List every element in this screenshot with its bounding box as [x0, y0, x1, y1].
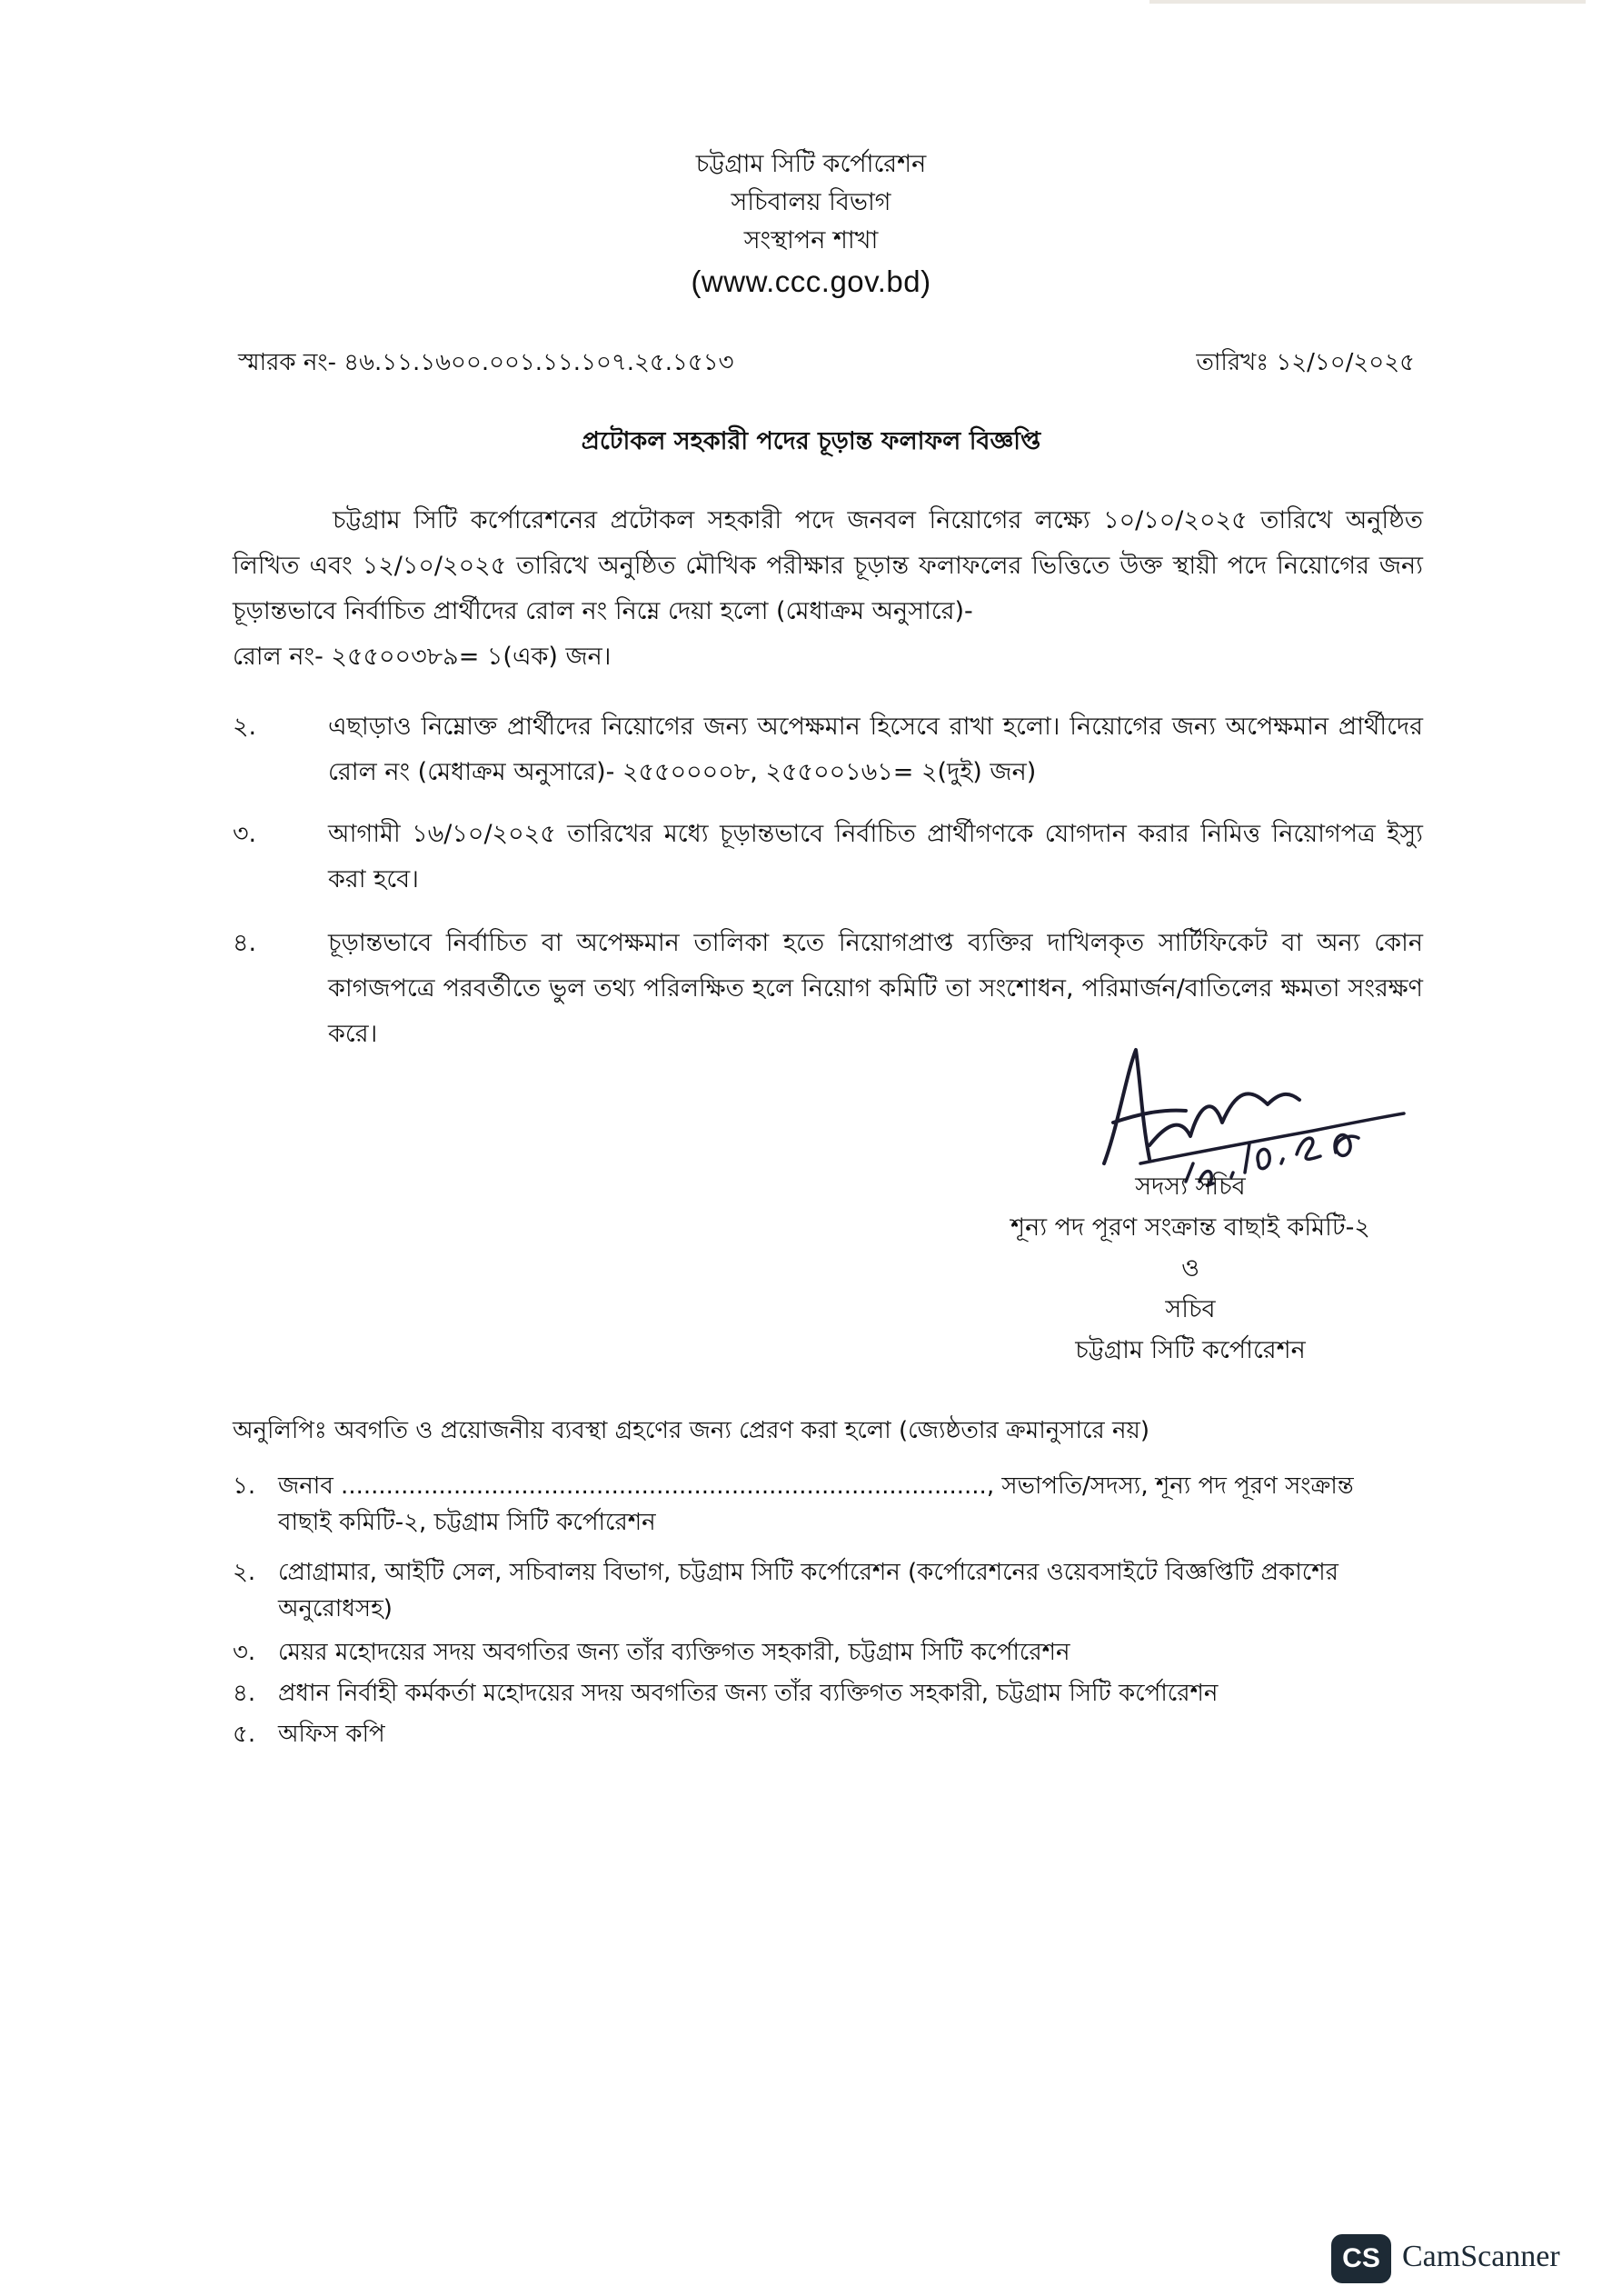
copy-to-heading: অনুলিপিঃ অবগতি ও প্রয়োজনীয় ব্যবস্থা গ্রহণের জন্য প্রেরণ করা হলো (জ্যেষ্ঠতার ক্রমানুসারে নয়) — [233, 1417, 1149, 1444]
camscanner-watermark — [1331, 2234, 1608, 2283]
selected-roll-line: রোল নং- ২৫৫০০৩৮৯= ১(এক) জন। — [233, 643, 612, 671]
notice-subject: প্রটোকল সহকারী পদের চূড়ান্ত ফলাফল বিজ্ঞপ্তি — [581, 427, 1041, 455]
item-text: আগামী ১৬/১০/২০২৫ তারিখের মধ্যে চূড়ান্তভাবে নির্বাচিত প্রার্থীগণকে যোগদান করার নিমিত্ত নিয়োগপত্র ইস্যু করা হবে। — [328, 820, 1423, 893]
copy-to-text: জনাব ......................................................................................, সভাপতি/সদস্য, শূন্য পদ পূরণ সংক্রান্ত বাছাই কমিটি-২, চট্টগ্রাম সিটি কর্পোরেশন — [278, 1472, 1354, 1536]
item-number: ৩. — [233, 820, 257, 848]
branch-name: সংস্থাপন শাখা — [743, 226, 879, 255]
department-name: সচিবালয় বিভাগ — [731, 188, 891, 216]
signatory-title-1: সদস্য সচিব — [1135, 1173, 1246, 1201]
paragraph-1: চট্টগ্রাম সিটি কর্পোরেশনের প্রটোকল সহকারী পদে জনবল নিয়োগের লক্ষ্যে ১০/১০/২০২৫ তারিখে অনুষ্ঠিত লিখিত এবং ১২/১০/২০২৫ তারিখে অনুষ্ঠিত মৌখিক পরীক্ষার চূড়ান্ত ফলাফলের ভিত্তিতে উক্ত স্থায়ী পদে নিয়োগের জন্য চূড়ান্তভাবে নির্বাচিত প্রার্থীদের রোল নং নিম্নে দেয়া হলো (মেধাক্রম অনুসারে)- — [233, 506, 1423, 625]
signature-block — [954, 1166, 1427, 1371]
main-paragraph — [233, 498, 1423, 680]
signatory-title-2: শূন্য পদ পূরণ সংক্রান্ত বাছাই কমিটি-২ — [1010, 1213, 1370, 1242]
copy-to-text: প্রোগ্রামার, আইটি সেল, সচিবালয় বিভাগ, চট্টগ্রাম সিটি কর্পোরেশন (কর্পোরেশনের ওয়েবসাইটে বিজ্ঞপ্তিটি প্রকাশের অনুরোধসহ) — [278, 1559, 1338, 1622]
signatory-title-4: চট্টগ্রাম সিটি কর্পোরেশন — [1075, 1336, 1306, 1364]
camscanner-name: CamScanner — [1402, 2240, 1560, 2273]
item-text: চূড়ান্তভাবে নির্বাচিত বা অপেক্ষমান তালিকা হতে নিয়োগপ্রাপ্ত ব্যক্তির দাখিলকৃত সার্টিফিকেট বা অন্য কোন কাগজপত্রে পরবর্তীতে ভুল তথ্য পরিলক্ষিত হলে নিয়োগ কমিটি তা সংশোধন, পরিমার্জন/বাতিলের ক্ষমতা সংরক্ষণ করে। — [328, 929, 1423, 1048]
copy-to-number: ৫. — [233, 1721, 256, 1748]
memo-number: স্মারক নং- ৪৬.১১.১৬০০.০০১.১১.১০৭.২৫.১৫১৩ — [238, 349, 734, 376]
issue-date: তারিখঃ ১২/১০/২০২৫ — [1196, 349, 1415, 376]
copy-to-text: মেয়র মহোদয়ের সদয় অবগতির জন্য তাঁর ব্যক্তিগত সহকারী, চট্টগ্রাম সিটি কর্পোরেশন — [278, 1639, 1070, 1666]
signatory-conjunction: ও — [1181, 1254, 1199, 1283]
org-name: চট্টগ্রাম সিটি কর্পোরেশন — [695, 150, 927, 178]
website: (www.ccc.gov.bd) — [691, 265, 931, 298]
copy-to-text: প্রধান নির্বাহী কর্মকর্তা মহোদয়ের সদয় অবগতির জন্য তাঁর ব্যক্তিগত সহকারী, চট্টগ্রাম সিটি কর্পোরেশন — [278, 1680, 1219, 1707]
item-number: ২. — [233, 713, 257, 741]
scan-edge-mark — [1149, 0, 1586, 4]
copy-to-number: ৪. — [233, 1680, 256, 1707]
camscanner-logo-icon: CS — [1331, 2234, 1391, 2283]
copy-to-number: ২. — [233, 1559, 256, 1586]
signatory-title-3: সচিব — [1165, 1295, 1216, 1323]
copy-to-number: ১. — [233, 1472, 256, 1500]
item-number: ৪. — [233, 929, 257, 957]
item-text: এছাড়াও নিম্নোক্ত প্রার্থীদের নিয়োগের জন্য অপেক্ষমান হিসেবে রাখা হলো। নিয়োগের জন্য অপেক্ষমান প্রার্থীদের রোল নং (মেধাক্রম অনুসারে)- ২৫৫০০০০৮, ২৫৫০০১৬১= ২(দুই) জন) — [328, 713, 1423, 786]
copy-to-number: ৩. — [233, 1639, 256, 1666]
letterhead — [0, 145, 1622, 304]
copy-to-text: অফিস কপি — [278, 1721, 385, 1748]
